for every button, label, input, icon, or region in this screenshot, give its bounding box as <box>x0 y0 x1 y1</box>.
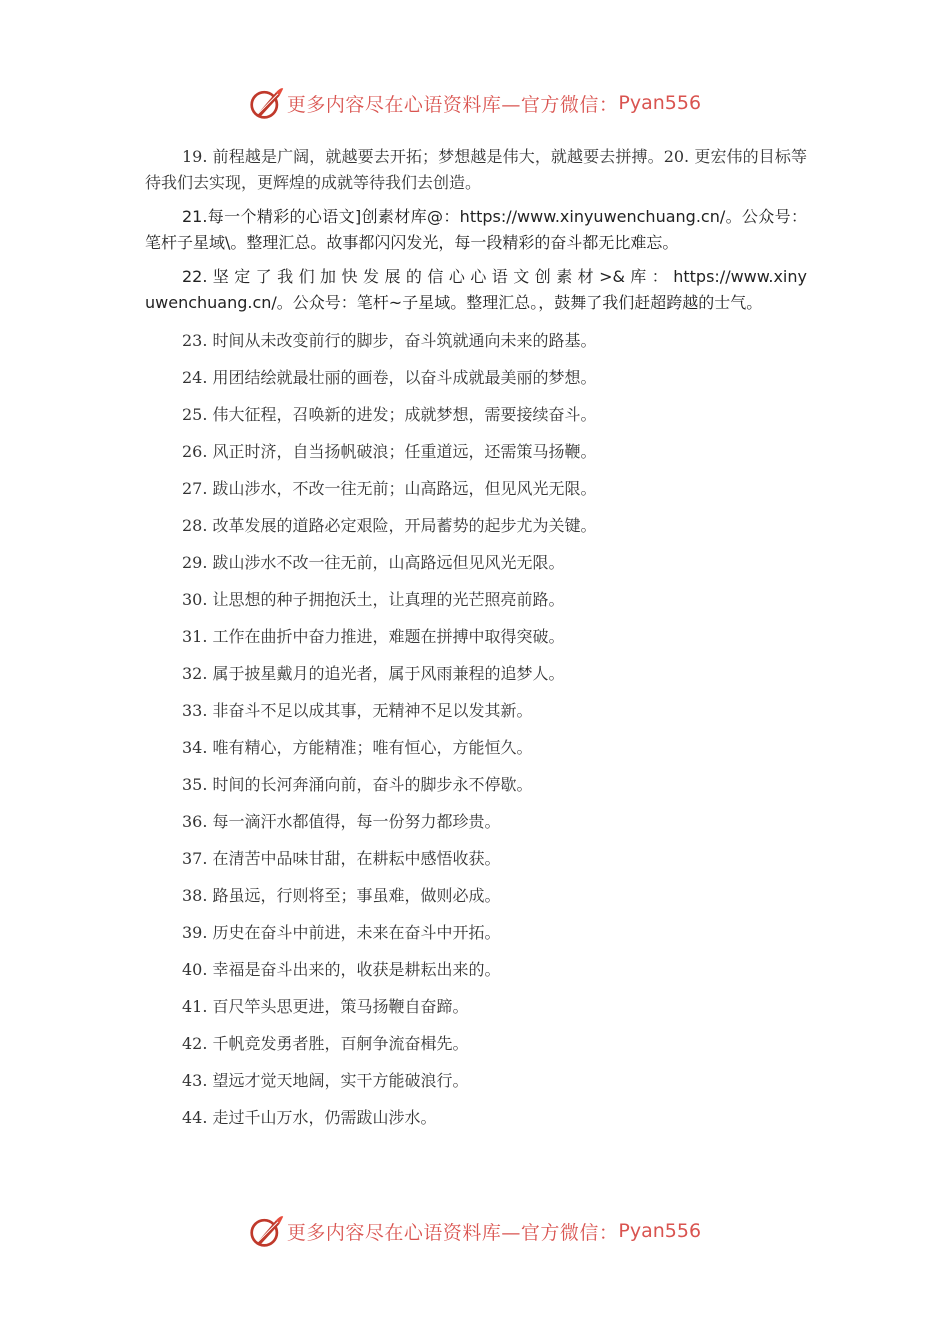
banner-title: 更多内容尽在心语资料库—官方微信： <box>286 93 619 116</box>
list-item: 34. 唯有精心，方能精准；唯有恒心，方能恒久。 <box>182 738 533 757</box>
list-item: 35. 时间的长河奔涌向前，奋斗的脚步永不停歇。 <box>182 775 533 794</box>
banner-wechat-id: Pyan556 <box>618 92 702 114</box>
list-item: 29. 跋山涉水不改一往无前，山高路远但见风光无限。 <box>182 553 565 572</box>
list-item: 42. 千帆竞发勇者胜，百舸争流奋楫先。 <box>182 1034 469 1053</box>
list-item: 26. 风正时济，自当扬帆破浪；任重道远，还需策马扬鞭。 <box>182 442 597 461</box>
list-item: 25. 伟大征程，召唤新的进发；成就梦想，需要接续奋斗。 <box>182 405 597 424</box>
list-item: 41. 百尺竿头思更进，策马扬鞭自奋蹄。 <box>182 997 469 1016</box>
paragraph-19-20: 19. 前程越是广阔，就越要去开拓；梦想越是伟大，就越要去拼搏。20. 更宏伟的目标等待我们去实现，更辉煌的成就等待我们去创造。 <box>145 147 807 192</box>
list-item: 37. 在清苦中品味甘甜，在耕耘中感悟收获。 <box>182 849 501 868</box>
list-item: 27. 跋山涉水，不改一往无前；山高路远，但见风光无限。 <box>182 479 597 498</box>
header-banner <box>0 78 950 128</box>
list-item: 38. 路虽远，行则将至；事虽难，做则必成。 <box>182 886 501 905</box>
list-item: 30. 让思想的种子拥抱沃土，让真理的光芒照亮前路。 <box>182 590 565 609</box>
list-item: 36. 每一滴汗水都值得，每一份努力都珍贵。 <box>182 812 501 831</box>
list-item: 32. 属于披星戴月的追光者，属于风雨兼程的追梦人。 <box>182 664 565 683</box>
list-item: 39. 历史在奋斗中前进，未来在奋斗中开拓。 <box>182 923 501 942</box>
quill-logo-icon <box>249 1213 285 1249</box>
list-item: 43. 望远才觉天地阔，实干方能破浪行。 <box>182 1071 469 1090</box>
quill-logo-icon <box>249 85 285 121</box>
list-item: 24. 用团结绘就最壮丽的画卷，以奋斗成就最美丽的梦想。 <box>182 368 597 387</box>
footer-banner <box>0 1206 950 1256</box>
list-item: 23. 时间从未改变前行的脚步，奋斗筑就通向未来的路基。 <box>182 331 597 350</box>
list-item: 31. 工作在曲折中奋力推进，难题在拼搏中取得突破。 <box>182 627 565 646</box>
document-body <box>145 144 807 1142</box>
list-item: 40. 幸福是奋斗出来的，收获是耕耘出来的。 <box>182 960 501 979</box>
banner-title: 更多内容尽在心语资料库—官方微信： <box>286 1221 619 1244</box>
list-item: 44. 走过千山万水，仍需跋山涉水。 <box>182 1108 437 1127</box>
list-item: 33. 非奋斗不足以成其事，无精神不足以发其新。 <box>182 701 533 720</box>
banner-wechat-id: Pyan556 <box>618 1220 702 1242</box>
paragraph-21: 21.每一个精彩的心语文]创素材库@：https://www.xinyuwenchuang.cn/。公众号：笔杆子星域\。整理汇总。故事都闪闪发光，每一段精彩的奋斗都无比难忘。 <box>145 207 807 252</box>
paragraph-22: 22. 坚 定 了 我 们 加 快 发 展 的 信 心 心 语 文 创 素 材 >& 库 ： https://www.xinyuwenchuang.cn/。公众号：笔杆~子星域。整理汇总。，鼓舞了我们赶超跨越的士气。 <box>145 267 807 312</box>
list-item: 28. 改革发展的道路必定艰险，开局蓄势的起步尤为关键。 <box>182 516 597 535</box>
